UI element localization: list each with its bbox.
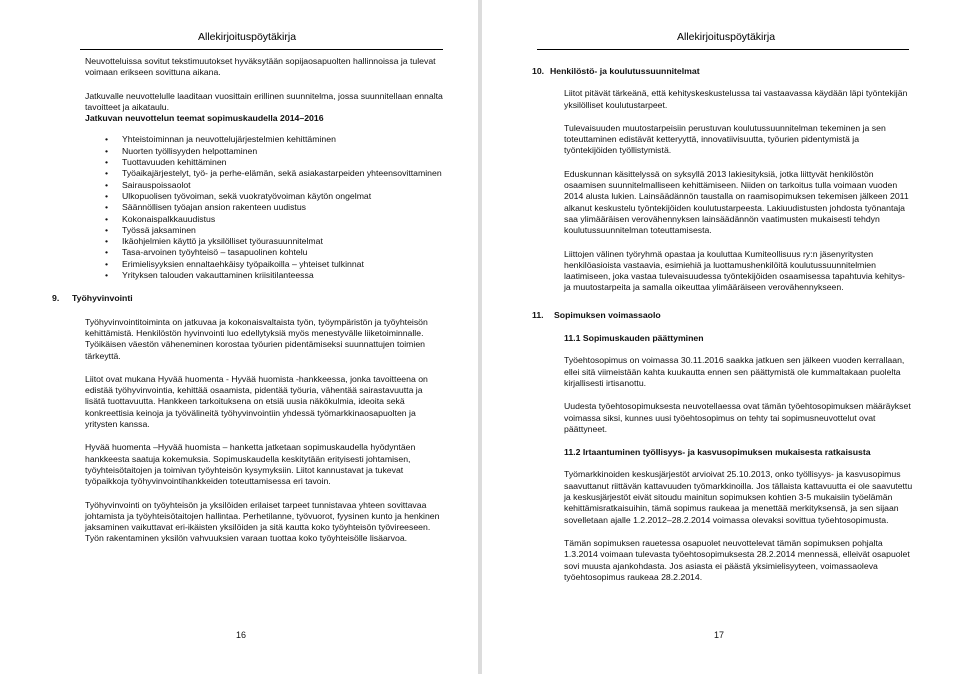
page-16-body — [52, 56, 445, 557]
list-item: • Tuottavuuden kehittäminen — [105, 157, 445, 168]
list-item: • Työssä jaksaminen — [105, 225, 445, 236]
list-item: • Ulkopuolisen työvoiman, sekä vuokratyövoiman käytön ongelmat — [105, 191, 445, 202]
list-item: • Sairauspoissaolot — [105, 180, 445, 191]
subsection-title: 11.2 Irtaantuminen työllisyys- ja kasvusopimuksen mukaisesta ratkaisusta — [564, 447, 871, 458]
section-title: Työhyvinvointi — [72, 293, 133, 304]
page-17 — [482, 0, 960, 674]
paragraph: Tämän sopimuksen rauetessa osapuolet neuvottelevat tämän sopimuksen pohjalta 1.3.2014 voimaan tulevasta työehtosopimuksesta 28.2.2014 mennessä, elleivät osapuolet sovi muusta ajankohdasta. Jos asiasta ei päästä yksimielisyyteen, voimassaoleva työehtosopimus raukeaa 28.2.2014. — [564, 537, 910, 582]
header-rule — [80, 49, 443, 50]
section-number: 10. — [532, 66, 545, 76]
section-9-heading — [52, 293, 445, 304]
page-number: 16 — [236, 630, 247, 640]
paragraph: Tulevaisuuden muutostarpeisiin perustuvan koulutussuunnitelman tekeminen ja sen toteuttaminen edistävät ketteryyttä, innovatiivisuutta, työurien pidentymistä ja työntekijöiden työllistymistä. — [564, 122, 886, 156]
paragraph: Jatkuvalle neuvottelulle laaditaan vuosittain erillinen suunnitelma, jossa suunnitellaan ennalta tavoitteet ja aikataulu. — [85, 90, 443, 112]
paragraph: Työhyvinvointi on työyhteisön ja yksilöiden erilaiset tarpeet tunnistavaa yhteen sovittavaa johtamista ja työyhteisötaitojen hallintaa. Perhetilanne, työvuorot, fyysinen kunto ja henkinen jaksaminen vaikuttavat eri-ikäisten yksilöiden ja sitä kautta koko työyhteisön työvireeseen. Työn rakentaminen yksilön vahvuuksien varaan tuottaa koko työyhteisölle lisäarvoa. — [85, 499, 440, 544]
section-10-heading — [532, 66, 914, 77]
header-rule — [537, 49, 909, 50]
list-item: • Kokonaispalkkauudistus — [105, 214, 445, 225]
paragraph: Työehtosopimus on voimassa 30.11.2016 saakka jatkuen sen jälkeen vuoden kerrallaan, ellei sitä viimeistään kahta kuukautta ennen sen päättymistä ole kummaltakaan puolelta kirjallisesti irtisanottu. — [564, 355, 905, 388]
section-number: 9. — [52, 293, 60, 304]
page-header: Allekirjoituspöytäkirja — [198, 31, 297, 43]
paragraph: Eduskunnan käsittelyssä on syksyllä 2013 lakiesityksiä, jotka liittyvät henkilöstön osaamisen suunnitelmalliseen kehittämiseen. Niiden on tarkoitus tulla voimaan vuoden 2014 alusta lukien. Lainsäädännön taustalla on raamisopimuksen tekemisen jälkeen 2011 alkanut keskustelu työntekijöiden koulutustarpeesta. Lakiuudistusten johdosta työnantaja saa ylimääräisen verovähennyksen lainsäädännön vaatimusten mukaisesti tehdyn koulutussuunnitelman toteuttamisesta. — [564, 168, 909, 236]
paragraph: Työmarkkinoiden keskusjärjestöt arvioivat 25.10.2013, onko työllisyys- ja kasvusopimus saavuttanut riittävän kattavuuden työmarkkinoilla. Jos tällaista kattavuutta ei ole saavutettu ja keskusjärjestöt eivät sitoudu mainitun sopimuksen kohtien 3-5 mukaisiin työelämän kehittämisratkaisuihin, tämä sopimus raukeaa ja menettää merkityksensä, ja sen sijaan sovelletaan ajalle 1.2.2012–28.2.2014 voimassa olevaksi sovittua työehtosopimusta. — [564, 469, 913, 525]
paragraph: Uudesta työehtosopimuksesta neuvotellaessa ovat tämän työehtosopimuksen määräykset voimassa siksi, kunnes uusi työehtosopimus on tehty tai sopimusneuvottelut ovat päättyneet. — [564, 401, 911, 434]
list-item: • Erimielisyyksien ennaltaehkäisy työpaikoilla – yhteiset tulkinnat — [105, 259, 445, 270]
page-16 — [0, 0, 478, 674]
section-title: Sopimuksen voimassaolo — [554, 309, 661, 320]
page-number: 17 — [714, 630, 725, 640]
list-item: • Yhteistoiminnan ja neuvottelujärjestelmien kehittäminen — [105, 134, 445, 145]
page-header: Allekirjoituspöytäkirja — [677, 31, 776, 43]
section-title: Henkilöstö- ja koulutussuunnitelmat — [550, 66, 700, 76]
list-item: • Nuorten työllisyyden helpottaminen — [105, 146, 445, 157]
list-item: • Yrityksen talouden vakauttaminen kriisitilanteessa — [105, 270, 445, 281]
section-number: 11. — [532, 309, 544, 320]
paragraph: Liittojen välinen työryhmä opastaa ja kouluttaa Kumiteollisuus ry:n jäsenyritysten henkilöasioista vastaavia, esimiehiä ja luottamushenkilöitä koulutussuunnitelmien laatimiseen, joka vastaa tulevaisuudessa työntekijöiden osaamisessa tapahtuvia kehitys- ja muutostarpeita ja samalla oikeuttaa ylimääräiseen verovähennykseen. — [564, 248, 905, 293]
paragraph: Työhyvinvointitoiminta on jatkuvaa ja kokonaisvaltaista työn, työympäristön ja työyhteisön kehittämistä. Henkilöstön hyvinvointi luo edellytyksiä myös menestyvälle liiketoiminnalle. Työikäisen väestön väheneminen korostaa työurien pidentämiseksi suunnattujen toimien tärkeyttä. — [85, 316, 428, 361]
list-item: • Ikäohjelmien käyttö ja yksilölliset työurasuunnitelmat — [105, 236, 445, 247]
page-17-body — [532, 66, 914, 595]
paragraph: Hyvää huomenta –Hyvää huomista – hanketta jatketaan sopimuskaudella hyödyntäen hankkeesta saatuja kokemuksia. Sopimuskaudella keskitytään erityisesti johtamisen, työyhteisötaitojen ja toimivan työyhteisön kysymyksiin. Liitot kannustavat ja tukevat työpaikkoja työhyvinvointihankkeiden toteuttamisessa eri tavoin. — [85, 442, 416, 487]
section-11-heading — [532, 309, 914, 321]
list-item: • Työaikajärjestelyt, työ- ja perhe-elämän, sekä asiakastarpeiden yhteensovittaminen — [105, 168, 445, 179]
themes-list — [85, 134, 445, 281]
paragraph: Liitot ovat mukana Hyvää huomenta - Hyvää huomista -hankkeessa, jonka tavoitteena on edistää työhyvinvointia, kehittää osaamista, pidentää työuria, vähentää sairastavuutta ja lisätä tuottavuutta. Hankkeen tarkoituksena on etsiä uusia näkökulmia, ideoita sekä konkreettisia keinoja ja työvälineitä työhyvinvointiin yhdessä työmarkkinaosapuolten ja yritysten kanssa. — [85, 373, 428, 430]
list-item: • Säännöllisen työajan ansion rakenteen uudistus — [105, 202, 445, 213]
paragraph: Liitot pitävät tärkeänä, että kehityskeskustelussa tai vastaavassa käydään läpi työntekijän yksilölliset koulutustarpeet. — [564, 88, 908, 110]
themes-title: Jatkuvan neuvottelun teemat sopimuskaudella 2014–2016 — [85, 113, 324, 124]
subsection-title: 11.1 Sopimuskauden päättyminen — [564, 333, 704, 344]
paragraph: Neuvotteluissa sovitut tekstimuutokset hyväksytään sopijaosapuolten hallinnoissa ja tulevat voimaan erikseen sovittuna aikana. — [85, 56, 436, 78]
list-item: • Tasa-arvoinen työyhteisö – tasapuolinen kohtelu — [105, 247, 445, 258]
